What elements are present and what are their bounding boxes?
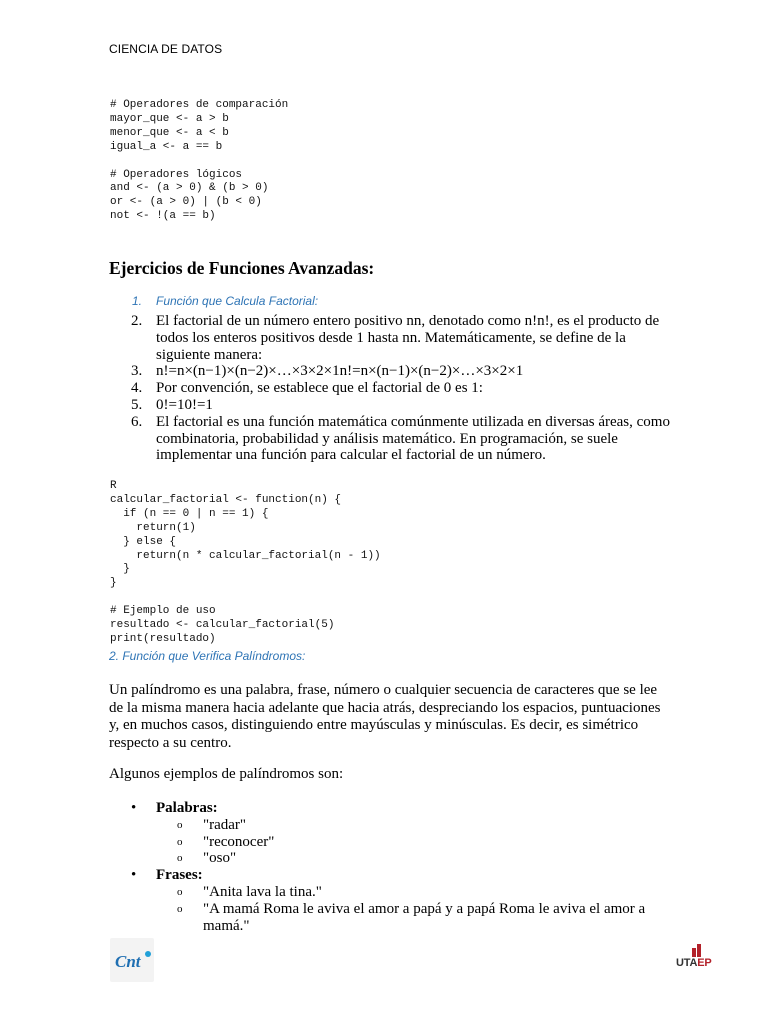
list-item-number: 2. [131,313,143,329]
cnt-logo [110,938,154,982]
section-heading: Ejercicios de Funciones Avanzadas: [109,258,375,278]
sub-bullet-text: "radar" [203,816,247,833]
list-item-number: 4. [131,380,143,397]
list-item-number: 3. [131,363,143,380]
sub-bullet-text: "reconocer" [203,833,275,850]
bullet-item-frases [131,867,671,884]
list-item [131,380,671,397]
numbered-list [131,313,671,464]
utaep-logo-main: UTA [676,957,698,969]
examples-bullet-list [131,800,671,934]
hollow-circle-icon: o [177,818,183,831]
palindrome-definition-paragraph: Un palíndromo es una palabra, frase, número o cualquier secuencia de caracteres que se lee de la misma manera hacia adelante que hacia atrás, despreciando los espacios, puntuaciones y, en muchos casos, distinguiendo entre mayúsculas y minúsculas. Es decir, es simétrico respecto a su centro. [109,682,661,751]
list-item [131,414,671,464]
list-item [131,313,671,363]
subheading-palindromes: 2. Función que Verifica Palíndromos: [109,649,306,663]
cnt-logo-icon [110,938,154,982]
bullet-label: Palabras: [156,800,218,816]
sub-bullet-item [131,834,671,851]
sub-bullet-text: "A mamá Roma le aviva el amor a papá y a papá Roma le aviva el amor a mamá." [203,900,646,934]
sub-bullet-item [131,850,671,867]
bullet-dot-icon: • [131,800,137,816]
page-header: CIENCIA DE DATOS [109,42,223,56]
hollow-circle-icon: o [177,902,183,915]
bullet-dot-icon: • [131,867,137,884]
sub-bullet-item [131,884,671,901]
subheading-factorial [132,294,318,308]
utaep-logo-text [676,957,711,969]
sub-bullet-text: "oso" [203,850,237,867]
list-item [131,363,671,380]
list-item-text: Por convención, se establece que el factorial de 0 es 1: [156,380,483,397]
list-item-text: El factorial es una función matemática comúnmente utilizada en diversas áreas, como combinatoria, probabilidad y análisis matemático. En programación, se suele implementar una función para calcular el factorial de un número. [156,413,670,464]
code-block-factorial: R calcular_factorial <- function(n) { if (n == 0 | n == 1) { return(1) } else { return(n * calcular_factorial(n - 1)) } } # Ejemplo de uso resultado <- calcular_factorial(5) print(resultado) [110,480,381,645]
sub-bullet-item [131,817,671,834]
bullet-label: Frases: [156,867,203,884]
bullet-item-palabras [131,800,671,817]
sub-bullet-item [131,901,671,935]
examples-intro-paragraph: Algunos ejemplos de palíndromos son: [109,766,344,782]
subheading-text: Función que Calcula Factorial: [156,294,319,308]
list-item-text: 0!=10!=1 [156,396,213,413]
cnt-logo-text: Cnt [115,952,141,971]
list-item-text: n!=n×(n−1)×(n−2)×…×3×2×1n!=n×(n−1)×(n−2)×…×3×2×1 [156,363,524,380]
hollow-circle-icon: o [177,885,183,898]
utaep-logo-accent: EP [697,957,712,969]
hollow-circle-icon: o [177,852,183,865]
utaep-logo [676,943,724,973]
code-block-operators: # Operadores de comparación mayor_que <- a > b menor_que <- a < b igual_a <- a == b # Operadores lógicos and <- (a > 0) & (b > 0) or <- (a > 0) | (b < 0) not <- !(a == b) [110,99,289,223]
list-item [131,397,671,414]
list-item-text: El factorial de un número entero positivo nn, denotado como n!n!, es el producto de todos los enteros positivos desde 1 hasta nn. Matemáticamente, se define de la siguiente manera: [156,313,660,363]
utaep-logo-mark-icon [676,943,724,957]
list-item-number: 5. [131,396,143,413]
hollow-circle-icon: o [177,835,183,848]
subheading-number: 1. [132,294,143,308]
list-item-number: 6. [131,413,143,430]
sub-bullet-text: "Anita lava la tina." [203,883,322,900]
